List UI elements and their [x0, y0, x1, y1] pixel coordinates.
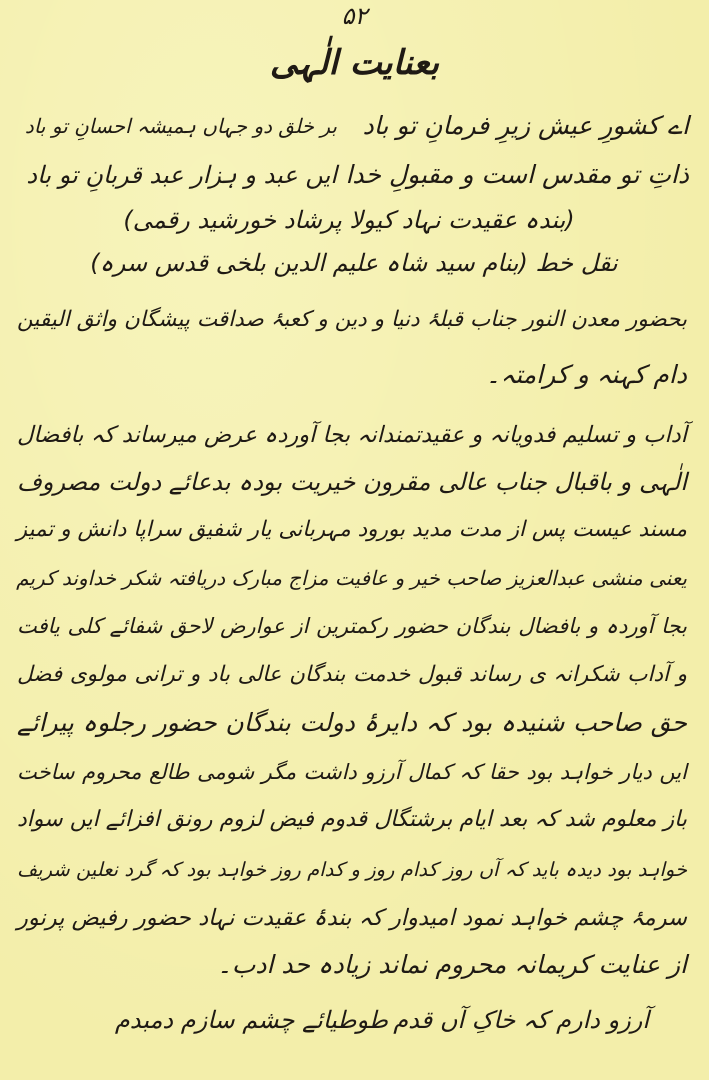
letter-heading: نقل خط (بنام سید شاہ علیم الدین بلخی قدس سرہ) [90, 249, 618, 277]
letter-line: و آداب شکرانہ ی رساند قبول خدمت بندگان عالی باد و ترانی مولوی فضل [17, 662, 687, 687]
letter-line: سرمۂ چشم خواہد نمود امیدوار کہ بندۂ عقیدت نہاد حضور رفیض پرنور [17, 905, 687, 931]
letter-line: ایں دیار خواہد بود حقا کہ کمال آرزو داشت مگر شومی طالع محروم ساخت [17, 760, 687, 784]
verse-line-1-left: بر خلق دو جہاں ہمیشہ احسانِ تو باد [24, 114, 337, 138]
letter-line: دام کہنہ و کرامتہ۔ [485, 360, 687, 389]
verse-credit: (بندہ عقیدت نہاد کیولا پرشاد خورشید رقمی) [123, 206, 575, 234]
letter-line: خواہد بود دیدہ باید کہ آں روز کدام روز و کدام روز خواہد بود کہ گرد نعلین شریف [17, 858, 687, 881]
closing-verse-right: آرزو دارم کہ خاکِ آں قدم [393, 1006, 649, 1034]
verse-line-2-right: ذاتِ تو مقدس است و مقبولِ خدا [345, 160, 689, 189]
letter-line: از عنایت کریمانہ محروم نماند زیادہ حد ادب۔ [217, 950, 687, 979]
letter-line: باز معلوم شد کہ بعد ایام برشتگال قدوم فیض لزوم رونق افزائے ایں سواد [17, 807, 687, 832]
verse-line-2-left: ایں عبد و ہزار عبد قربانِ تو باد [26, 161, 337, 189]
letter-line: حق صاحب شنیدہ بود کہ دایرۂ دولت بندگان حضور رجلوہ پیرائے [17, 708, 687, 737]
verse-line-1-right: اے کشورِ عیش زیرِ فرمانِ تو باد [362, 111, 689, 140]
letter-line: الٰہی و باقبال جناب عالی مقرون خیریت بودہ بدعائے دولت مصروف [17, 468, 687, 496]
page-title: بعنایت الٰہی [269, 43, 440, 83]
letter-line: آداب و تسلیم فدویانہ و عقیدتمندانہ بجا آوردہ عرض میرساند کہ بافضال [16, 422, 687, 448]
letter-line: مسند عیست پس از مدت مدید بورود مہربانی یار شفیق سراپا دانش و تمیز [16, 517, 687, 542]
letter-line: یعنی منشی عبدالعزیز صاحب خیر و عافیت مزاج مبارک دریافتہ شکر خداوند کریم [16, 566, 687, 590]
letter-line: بحضور معدن النور جناب قبلۂ دنیا و دین و کعبۂ صداقت پیشگان واثق الیقین [17, 307, 687, 332]
page-number: ۵۲ [341, 2, 368, 30]
closing-verse-left: طوطیائے چشم سازم دمبدم [114, 1006, 388, 1034]
letter-line: بجا آوردہ و بافضال بندگان حضور رکمترین از عوارض لاحق شفائے کلی یافت [17, 614, 687, 638]
